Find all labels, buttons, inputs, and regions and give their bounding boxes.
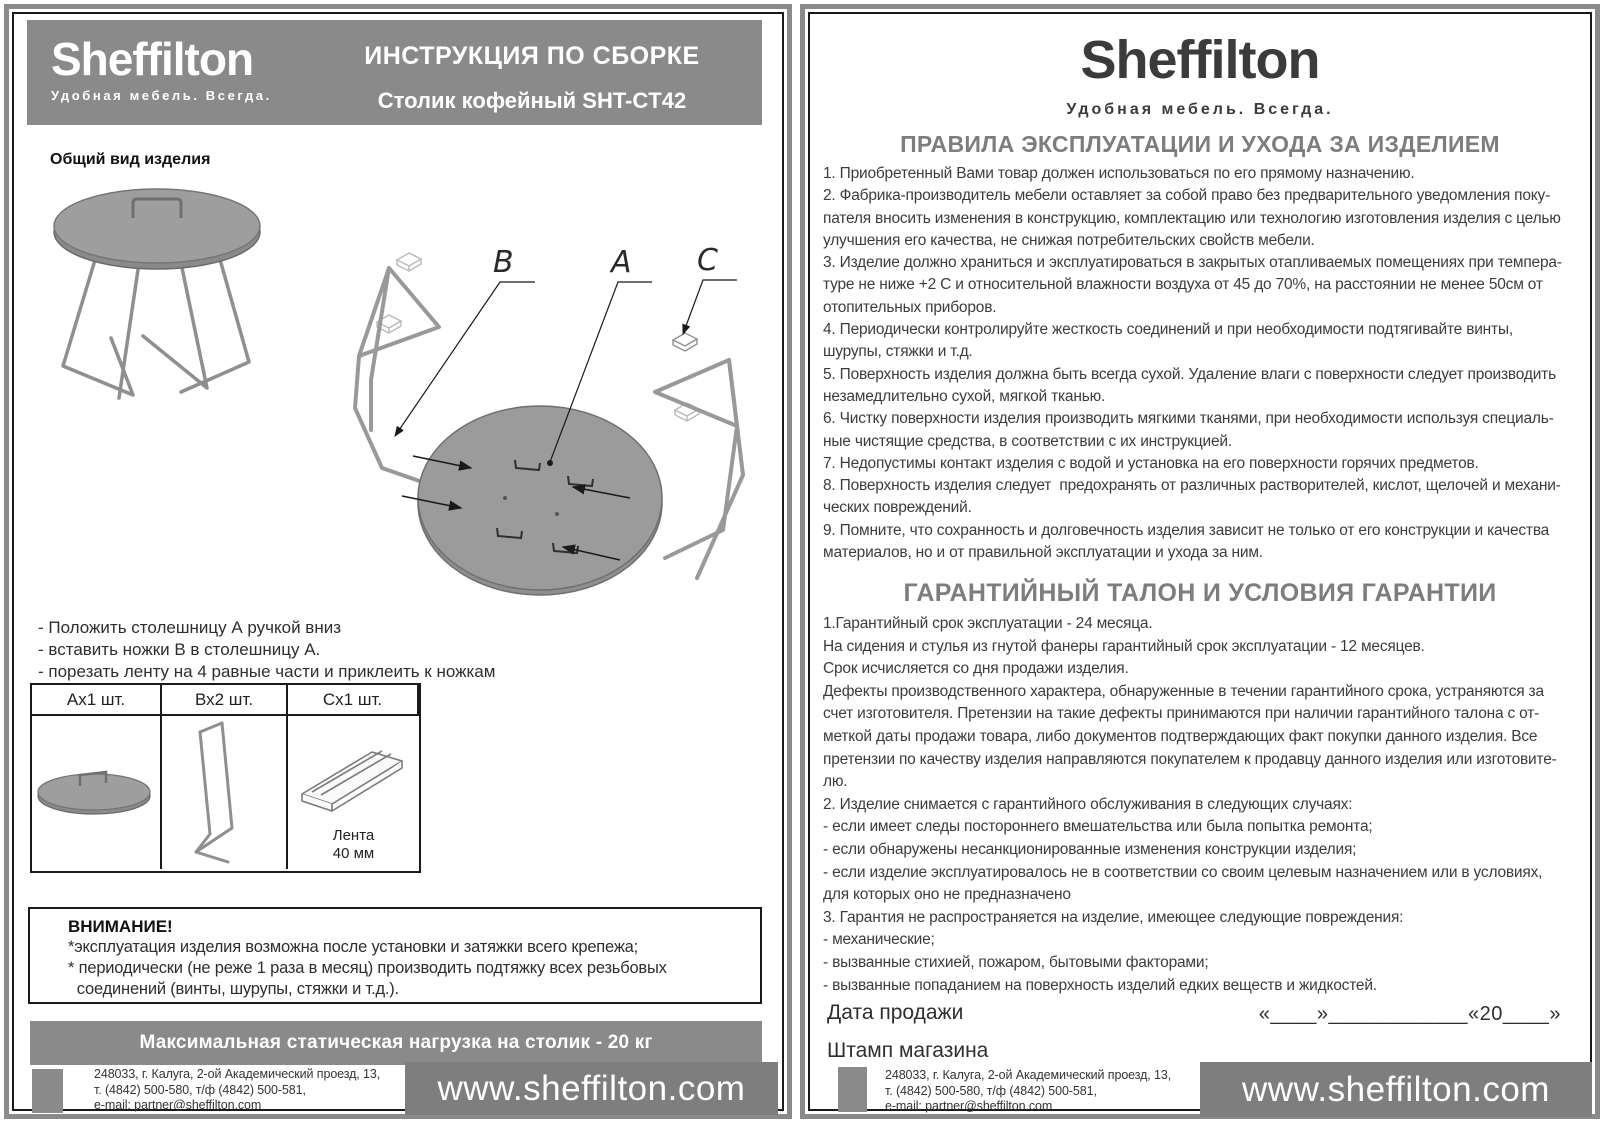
- rules-line: улучшения его качества, не снижая потребительских свойств мебели.: [823, 231, 1315, 249]
- warranty-line: - механические;: [823, 931, 935, 949]
- warranty-line: На сидения и стулья из гнутой фанеры гарантийный срок эксплуатации - 12 месяцев.: [823, 637, 1425, 655]
- sale-date-blank: «____»____________«20____»: [1258, 1003, 1561, 1025]
- part-c-cell: [288, 716, 419, 869]
- shop-stamp-label: Штамп магазина: [827, 1039, 989, 1062]
- part-b-header: Вх2 шт.: [162, 685, 288, 716]
- diagram-label-c: C: [697, 243, 718, 278]
- sale-date-label: Дата продажи: [827, 1001, 964, 1024]
- warranty-line: Дефекты производственного характера, обнаруженные в течении гарантийного срока, устраняются за: [823, 682, 1544, 700]
- address-line: e-mail: partner@sheffilton.com: [94, 1098, 262, 1112]
- tape-note-line1: Лента: [332, 827, 375, 844]
- address-line: т. (4842) 500-580, т/ф (4842) 500-581,: [94, 1082, 306, 1097]
- part-b-cell: [162, 716, 288, 869]
- warning-line: *эксплуатация изделия возможна после установки и затяжки всего крепежа;: [68, 938, 639, 956]
- brand-logo: [51, 33, 272, 103]
- tape-note: [288, 827, 419, 863]
- rules-line: 5. Поверхность изделия должна быть всегда сухой. Удаление влаги с поверхности следует производить: [823, 365, 1556, 383]
- rules-title: ПРАВИЛА ЭКСПЛУАТАЦИИ И УХОДА ЗА ИЗДЕЛИЕМ: [900, 131, 1500, 157]
- warranty-line: 1.Гарантийный срок эксплуатации - 24 месяца.: [823, 615, 1153, 632]
- left-page: [4, 4, 792, 1119]
- rules-line: 4. Периодически контролируйте жесткость соединений и при необходимости подтягивайте винты,: [823, 321, 1513, 339]
- assembly-step: - порезать ленту на 4 равные части и приклеить к ножкам: [38, 662, 496, 681]
- right-address: [885, 1068, 1171, 1115]
- brand-tagline: Удобная мебель. Всегда.: [51, 88, 272, 103]
- warranty-line: Срок исчисляется со дня продажи изделия.: [823, 660, 1129, 678]
- warning-line: * периодически (не реже 1 раза в месяц) производить подтяжку всех резьбовых: [68, 959, 667, 977]
- warranty-text: [823, 613, 1591, 997]
- address-line: e-mail: partner@sheffilton.com: [885, 1099, 1053, 1113]
- rules-line: материалов, но и от правильной эксплуатации и ухода за ним.: [823, 544, 1263, 562]
- warranty-line: 3. Гарантия не распространяется на изделие, имеющее следующие повреждения:: [823, 908, 1404, 926]
- brand-tagline-dark: Удобная мебель. Всегда.: [1066, 101, 1334, 118]
- rules-text: [823, 163, 1591, 564]
- part-b-drawing: [162, 716, 284, 867]
- rules-line: 2. Фабрика-производитель мебели оставляет за собой право без предварительного уведомления поку-: [823, 187, 1551, 205]
- part-a-drawing: [32, 716, 158, 867]
- max-load-bar: Максимальная статическая нагрузка на столик - 20 кг: [30, 1021, 762, 1065]
- part-a-header: Ах1 шт.: [32, 685, 162, 716]
- footer-logo-square: [32, 1069, 63, 1113]
- parts-table: [30, 683, 421, 873]
- diagram-label-b: B: [493, 245, 514, 280]
- warranty-line: для которых оно не предназначено: [823, 886, 1071, 904]
- left-header: [27, 20, 762, 125]
- brand-logo-dark: Sheffilton: [1080, 30, 1320, 90]
- page-title: ИНСТРУКЦИЯ ПО СБОРКЕ: [364, 42, 700, 70]
- warning-line: соединений (винты, шурупы, стяжки и т.д.).: [68, 980, 399, 998]
- rules-line: 9. Помните, что сохранность и долговечность изделия зависит не только от его конструкции и качества: [823, 521, 1550, 539]
- right-page: [800, 4, 1600, 1119]
- warning-box: [28, 907, 762, 1004]
- warranty-line: 2. Изделие снимается с гарантийного обслуживания в следующих случаях:: [823, 795, 1353, 813]
- assembly-step: - вставить ножки В в столешницу А.: [38, 640, 321, 659]
- brand-logo-text: Sheffilton: [51, 33, 254, 85]
- rules-line: шурупы, стяжки и т.д.: [823, 343, 973, 361]
- assembly-steps: [38, 617, 495, 683]
- rules-line: отопительных приборов.: [823, 298, 997, 316]
- rules-line: незамедлительно сухой, мягкой тканью.: [823, 387, 1106, 405]
- warranty-line: - если имеет следы постороннего вмешательства или была попытка ремонта;: [823, 818, 1373, 836]
- address-line: 248033, г. Калуга, 2-ой Академический проезд, 13,: [885, 1068, 1172, 1082]
- warranty-line: - если изделие эксплуатировалось не в соответствии со своим целевым назначением или в условиях,: [823, 863, 1543, 881]
- website-bar-left: www.sheffilton.com: [405, 1062, 778, 1115]
- address-line: 248033, г. Калуга, 2-ой Академический проезд, 13,: [94, 1067, 381, 1081]
- rules-line: 8. Поверхность изделия следует предохранять от различных растворителей, кислот, щелочей и механи-: [823, 477, 1561, 495]
- diagram-label-a: A: [611, 245, 632, 280]
- leg-right: [655, 360, 743, 578]
- footer-logo-square-right: [838, 1067, 867, 1112]
- table-overview-drawing: [35, 170, 285, 405]
- overview-label: Общий вид изделия: [50, 151, 211, 168]
- leg-left: [355, 268, 439, 484]
- warranty-line: - если обнаружены несанкционированные изменения конструкции изделия;: [823, 840, 1357, 858]
- warranty-line: лю.: [823, 773, 848, 791]
- part-c-header: Сх1 шт.: [288, 685, 419, 716]
- warranty-line: меткой даты продажи товара, либо документов подтверждающих факт покупки данного изделия. Все: [823, 727, 1538, 745]
- tape-clips: [377, 253, 699, 421]
- warranty-line: - вызванные стихией, пожаром, бытовыми факторами;: [823, 953, 1209, 971]
- rules-line: ные чистящие средства, в соответствии с их инструкцией.: [823, 432, 1232, 450]
- warranty-title: ГАРАНТИЙНЫЙ ТАЛОН И УСЛОВИЯ ГАРАНТИИ: [903, 579, 1497, 607]
- rules-line: пателя вносить изменения в конструкцию, комплектацию или технологию изготовления изделия с целью: [823, 209, 1561, 227]
- assembly-step: - Положить столешницу А ручкой вниз: [38, 618, 342, 637]
- warning-title: ВНИМАНИЕ!: [68, 917, 173, 936]
- tape-note-line2: 40 мм: [332, 845, 375, 862]
- rules-line: 3. Изделие должно храниться и эксплуатироваться в закрытых отапливаемых помещениях при темпера-: [823, 254, 1562, 272]
- rules-line: 7. Недопустимы контакт изделия с водой и установка на его поверхности горячих предметов.: [823, 454, 1479, 472]
- rules-line: туре не ниже +2 С и относительной влажности воздуха от 45 до 70%, на расстоянии не менее 50см от: [823, 276, 1543, 294]
- warranty-line: счет изготовителя. Претензии на такие дефекты принимаются при наличии гарантийного талона с от-: [823, 705, 1540, 723]
- rules-line: 1. Приобретенный Вами товар должен использоваться по его прямому назначению.: [823, 165, 1415, 182]
- rules-line: ческих повреждений.: [823, 499, 972, 517]
- warranty-line: претензии по качеству изделия направляются покупателем к продавцу данного изделия или изготовите-: [823, 750, 1557, 768]
- part-a-cell: [32, 716, 162, 869]
- warranty-line: - вызванные попаданием на поверхность изделий едких веществ и жидкостей.: [823, 976, 1377, 994]
- assembly-diagram: [325, 230, 770, 622]
- warning-lines: [68, 937, 760, 1000]
- tabletop: [418, 406, 662, 595]
- website-bar-right: www.sheffilton.com: [1200, 1062, 1592, 1117]
- address-line: т. (4842) 500-580, т/ф (4842) 500-581,: [885, 1083, 1097, 1098]
- rules-line: 6. Чистку поверхности изделия производить мягкими тканями, при необходимости используя специаль-: [823, 410, 1554, 428]
- left-address: [94, 1067, 380, 1114]
- part-c-drawing: [288, 716, 415, 826]
- product-name: Столик кофейный SHT-CT42: [377, 88, 687, 113]
